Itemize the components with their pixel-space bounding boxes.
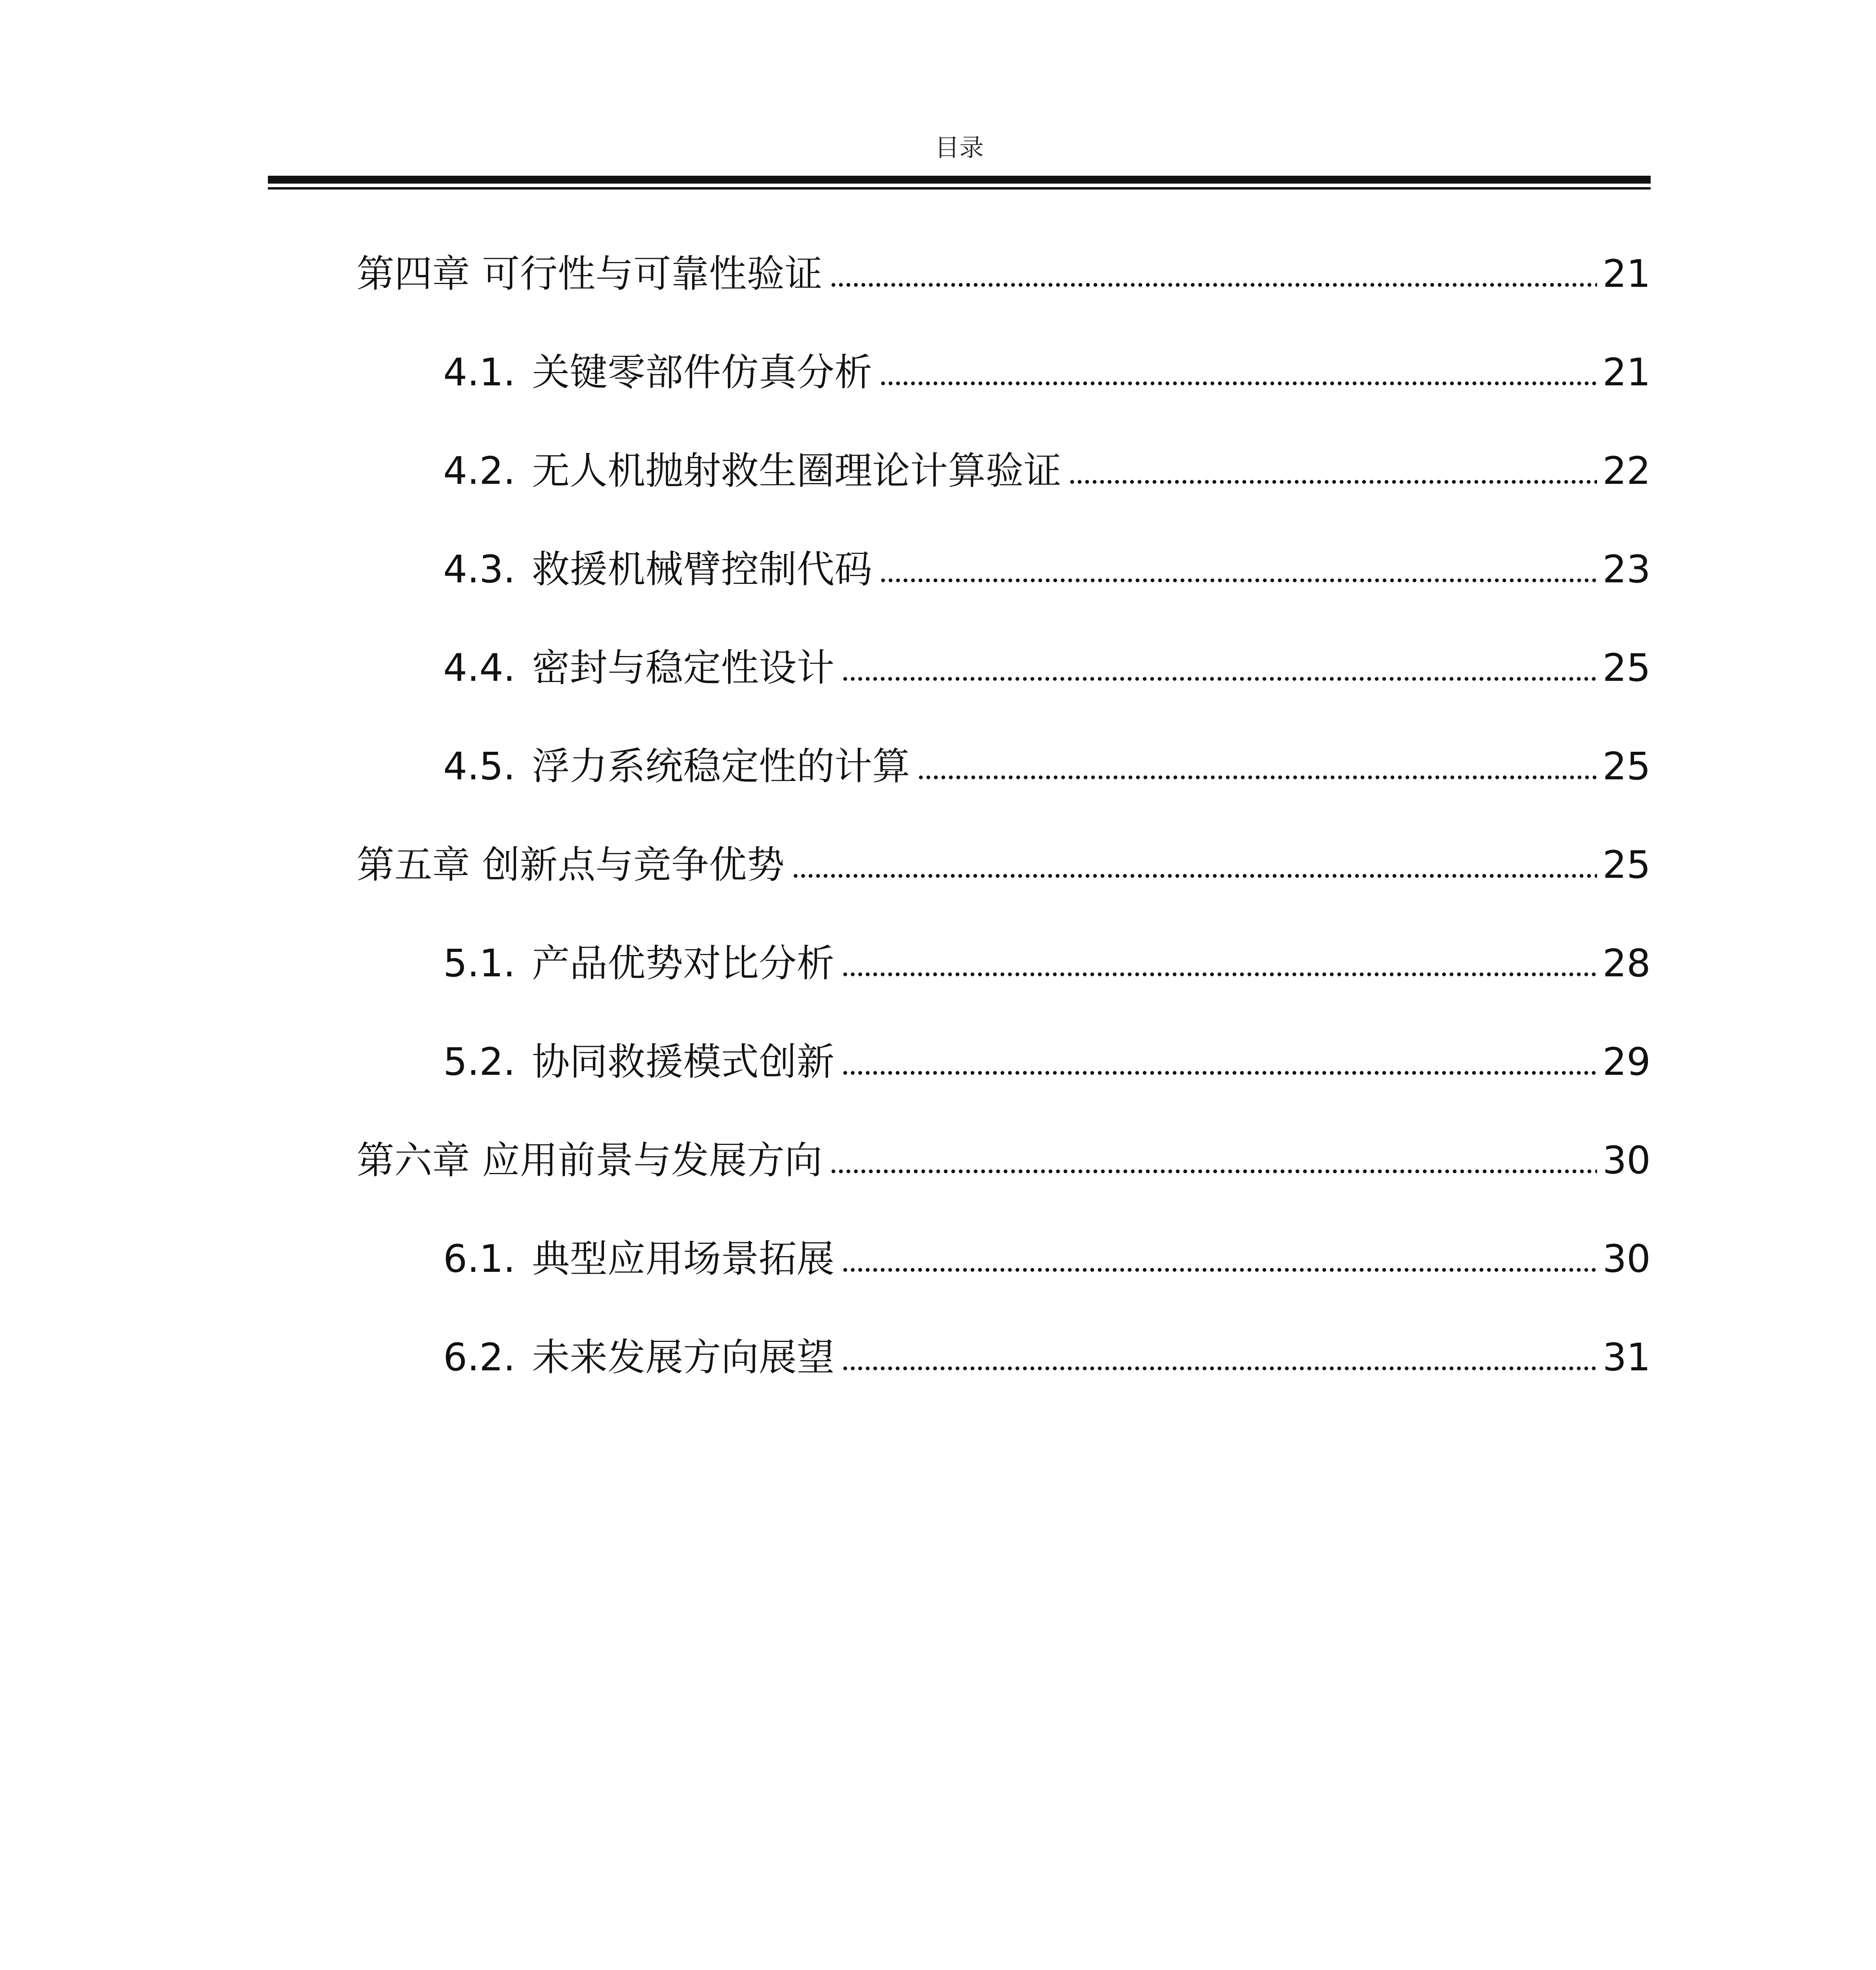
toc-dot-leader: [1068, 478, 1597, 486]
header-rule-thin: [268, 187, 1651, 190]
toc-page-number: 30: [1602, 1138, 1651, 1182]
toc-entry-section-4-2[interactable]: [443, 443, 1651, 498]
toc-entry-title: 第六章 应用前景与发展方向: [357, 1138, 823, 1182]
toc-entry-title: 关键零部件仿真分析: [532, 350, 873, 394]
toc-entry-title: 密封与稳定性设计: [532, 646, 835, 690]
toc-page-number: 25: [1602, 843, 1651, 887]
toc-entry-title: 典型应用场景拓展: [532, 1237, 835, 1281]
toc-dot-leader: [841, 970, 1597, 978]
toc-entry-section-6-1[interactable]: [443, 1231, 1651, 1286]
toc-dot-leader: [841, 675, 1597, 683]
toc-section-number: 4.4.: [443, 646, 516, 690]
toc-page-number: 28: [1602, 941, 1651, 985]
toc-entry-title: 浮力系统稳定性的计算: [532, 744, 910, 788]
toc-dot-leader: [879, 576, 1597, 584]
toc-page-number: 25: [1602, 744, 1651, 788]
toc-entry-section-5-1[interactable]: [443, 936, 1651, 991]
toc-entry-chapter-5[interactable]: [357, 837, 1651, 892]
toc-entry-section-6-2[interactable]: [443, 1330, 1651, 1385]
toc-page-number: 21: [1602, 252, 1651, 296]
toc-entry-section-4-1[interactable]: [443, 345, 1651, 400]
toc-page-number: 21: [1602, 350, 1651, 394]
toc-dot-leader: [841, 1266, 1597, 1274]
running-header: 目录: [934, 133, 984, 162]
toc-dot-leader: [830, 281, 1597, 289]
toc-entry-section-4-4[interactable]: [443, 640, 1651, 695]
toc-page-number: 22: [1602, 449, 1651, 493]
toc-entry-title: 救援机械臂控制代码: [532, 547, 873, 591]
toc-entry-chapter-4[interactable]: [357, 246, 1651, 301]
toc-section-number: 5.2.: [443, 1040, 516, 1084]
toc-page-number: 25: [1602, 646, 1651, 690]
toc-entry-title: 协同救援模式创新: [532, 1040, 835, 1084]
toc-dot-leader: [792, 872, 1597, 880]
toc-entry-title: 第五章 创新点与竞争优势: [357, 843, 785, 887]
header-double-rule: [268, 176, 1651, 190]
toc-entry-title: 无人机抛射救生圈理论计算验证: [532, 449, 1062, 493]
toc-entry-title: 产品优势对比分析: [532, 941, 835, 985]
toc-entry-section-5-2[interactable]: [443, 1034, 1651, 1089]
toc-section-number: 4.3.: [443, 547, 516, 591]
toc-entry-chapter-6[interactable]: [357, 1133, 1651, 1188]
toc-dot-leader: [879, 379, 1597, 387]
toc-section-number: 4.1.: [443, 350, 516, 394]
toc-entry-section-4-5[interactable]: [443, 739, 1651, 794]
toc-page-number: 29: [1602, 1040, 1651, 1084]
toc-section-number: 5.1.: [443, 941, 516, 985]
header-rule-thick: [268, 176, 1651, 184]
toc-section-number: 4.2.: [443, 449, 516, 493]
toc-section-number: 4.5.: [443, 744, 516, 788]
toc-entry-title: 第四章 可行性与可靠性验证: [357, 252, 823, 296]
toc-entry-section-4-3[interactable]: [443, 542, 1651, 597]
toc-entry-title: 未来发展方向展望: [532, 1335, 835, 1379]
toc-page-number: 23: [1602, 547, 1651, 591]
toc-dot-leader: [841, 1364, 1597, 1372]
toc-dot-leader: [830, 1167, 1597, 1175]
toc-dot-leader: [841, 1069, 1597, 1077]
toc-section-number: 6.1.: [443, 1237, 516, 1281]
toc-dot-leader: [917, 773, 1597, 781]
toc-page-number: 31: [1602, 1335, 1651, 1379]
toc-page-number: 30: [1602, 1237, 1651, 1281]
toc-section-number: 6.2.: [443, 1335, 516, 1379]
